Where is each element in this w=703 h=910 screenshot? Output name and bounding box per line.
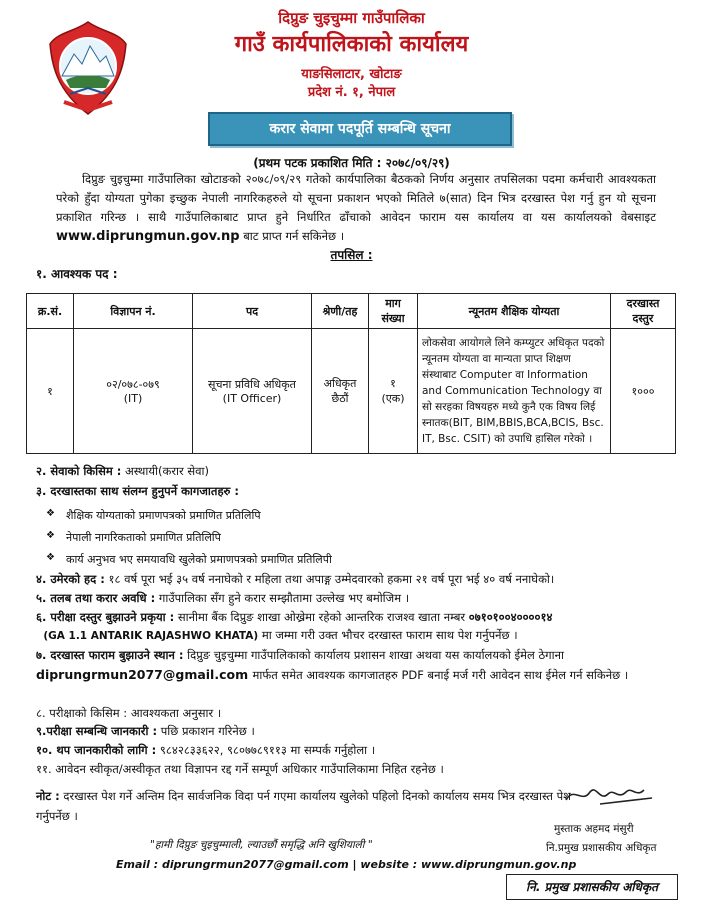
notice-banner: करार सेवामा पदपूर्ति सम्बन्धि सूचना bbox=[208, 112, 512, 146]
tapasil-heading: तपसिल : bbox=[330, 248, 373, 262]
publish-date: (प्रथम पटक प्रकाशित मिति : २०७८/०९/२९) bbox=[253, 156, 450, 170]
cell-fee: १००० bbox=[611, 329, 676, 454]
item-rights: ११. आवेदन स्वीकृत/अस्वीकृत तथा विज्ञापन रद्द गर्ने सम्पूर्ण अधिकार गाउँपालिकामा निहित रहनेछ । bbox=[36, 762, 444, 776]
col-adv-no: विज्ञापन नं. bbox=[74, 294, 193, 329]
item-salary bbox=[36, 589, 676, 607]
footer-motto: "हामी दिप्रुङ चुइचुम्मालीे, ल्याउछौं समृद्धि अनि खुशियाली " bbox=[150, 839, 373, 851]
cell-qualification: लोकसेवा आयोगले लिने कम्प्युटर अधिकृत पदको न्यूनतम योग्यता वा मान्यता प्राप्त शिक्षण संस्थाबाट Computer वा Information and Communication Technology वा सो सरहका विषयहरु मध्ये कुनै एक विषय लिई स्नातक(BIT, BIM,BBIS,BCA,BCIS, Bsc. IT, Bsc. CSIT) को उपाधि हासिल गरेको । bbox=[418, 329, 611, 454]
item-value: १८ वर्ष पूरा भई ३५ वर्ष ननाघेको र महिला तथा अपाङ्ग उम्मेदवारको हकमा २१ वर्ष पूरा भई ४० वर्ष ननाघेको। bbox=[108, 572, 555, 586]
item-label: ५. तलब तथा करार अवधि : bbox=[36, 591, 156, 605]
item-value: अस्थायी(करार सेवा) bbox=[125, 464, 210, 478]
note-label: नोट : bbox=[36, 789, 60, 803]
intro-paragraph bbox=[56, 170, 656, 246]
item-exam-info bbox=[36, 722, 676, 740]
note-text: दरखास्त पेश गर्ने अन्तिम दिन सार्वजनिक विदा पर्न गएमा कार्यालय खुलेको पहिलो दिनको कार्यालय समय भित्र दरखास्त पेश गर्नुपर्नेछ । bbox=[36, 789, 571, 823]
email-line bbox=[36, 666, 676, 684]
signature-mark bbox=[560, 780, 660, 810]
item-documents bbox=[36, 482, 676, 500]
item-label: ४. उमेरको हद : bbox=[36, 572, 105, 586]
col-qualification: न्यूनतम शैक्षिक योग्यता bbox=[418, 294, 611, 329]
intro-tail: बाट प्राप्त गर्न सकिनेछ । bbox=[243, 229, 345, 243]
item-label: ७. दरखास्त फाराम बुझाउने स्थान : bbox=[36, 648, 184, 662]
bullet-experience: ❖ कार्य अनुभव भए समयावधि खुलेको प्रमाणपत्रको प्रमाणित प्रतिलिपी bbox=[66, 552, 332, 567]
item-age-limit bbox=[36, 570, 676, 588]
official-stamp: नि. प्रमुख प्रशासकीय अधिकृत bbox=[506, 874, 678, 900]
item-value: पछि प्रकाशन गरिनेछ । bbox=[160, 724, 255, 738]
item-label: ६. परीक्षा दस्तुर बुझाउने प्रकृया : bbox=[36, 610, 175, 624]
bullet-academic-certificate: ❖ शैक्षिक योग्यताको प्रमाणपत्रको प्रमाणित प्रतिलिपि bbox=[66, 508, 261, 523]
account-name: (GA 1.1 ANTARIK RAJASHWO KHATA) bbox=[43, 630, 259, 642]
item-exam-fee bbox=[36, 608, 676, 645]
office-province: प्रदेश नं. १, नेपाल bbox=[307, 85, 396, 100]
item-value: आवश्यकता अनुसार । bbox=[130, 706, 222, 720]
municipality-name: दिप्रुङ चुइचुम्मा गाउँपालिका bbox=[278, 9, 425, 27]
count-words: (एक) bbox=[381, 392, 405, 405]
application-email[interactable]: diprungrmun2077@gmail.com bbox=[36, 667, 249, 682]
item-service-type bbox=[36, 462, 676, 480]
item-submission-place bbox=[36, 646, 676, 664]
item-value: दिप्रुङ चुइचुम्मा गाउँपालिकाको कार्यालय प्रशासन शाखा अथवा यस कार्यालयको ईमेल ठेगाना bbox=[187, 648, 564, 662]
col-count: माग संख्या bbox=[369, 294, 418, 329]
col-fee: दरखास्त दस्तुर bbox=[611, 294, 676, 329]
item-value: ९८४२८३३६२२, ९८०७७८९११३ मा सम्पर्क गर्नुहोला । bbox=[159, 743, 376, 757]
office-address: याङसिलाटार, खोटाङ bbox=[301, 67, 402, 82]
table-header-row bbox=[27, 294, 676, 329]
signatory-title: नि.प्रमुख प्रशासकीय अधिकृत bbox=[546, 842, 657, 854]
item-label: १०. थप जानकारीको लागि : bbox=[36, 743, 157, 757]
intro-text: दिप्रुङ चुइचुम्मा गाउँपालिका खोटाङको २०७८/०९/२९ गतेको कार्यपालिका बैठकको निर्णय अनुसार तपसिलका पदमा कर्मचारी आवश्यकता परेको हुँदा योग्यता पुगेका इच्छुक नेपाली नागरिकहरुले यो सूचना प्रकाशन भएको मितिले ७(सात) दिन भित्र दरखास्त पेश गर्नु हुन यो सूचना प्रकाशित गरिन्छ । साथै गाउँपालिकाबाट प्राप्त हुने निर्धारित ढाँचाको आवेदन फाराम यस कार्यालय वा यस कार्यालयको वेबसाइट bbox=[56, 172, 656, 224]
item-contact bbox=[36, 741, 676, 759]
item-label: २. सेवाको किसिम : bbox=[36, 464, 122, 478]
adv-code: (IT) bbox=[123, 392, 143, 405]
account-number: ०७१०१००४००००१४ bbox=[468, 610, 553, 624]
website-link[interactable]: www.diprungmun.gov.np bbox=[56, 229, 240, 244]
signatory-name: मुस्ताक अहमद मंसुरी bbox=[554, 823, 634, 835]
table-row bbox=[27, 329, 676, 454]
footer-email[interactable]: diprungrmun2077@gmail.com bbox=[162, 858, 349, 871]
post-name: सूचना प्रविधि अधिकृत bbox=[208, 378, 296, 391]
footer-website[interactable]: www.diprungmun.gov.np bbox=[420, 858, 577, 871]
section-required-posts: १. आवश्यक पद : bbox=[36, 267, 118, 281]
note bbox=[36, 786, 596, 826]
cell-level: अधिकृत छैठौं bbox=[312, 329, 369, 454]
footer-email-label: Email : bbox=[116, 858, 159, 871]
adv-number: ०२/०७८-०७९ bbox=[106, 378, 160, 391]
item-label: ८. परीक्षाको किसिम : bbox=[36, 706, 128, 720]
item-label: ३. दरखास्तका साथ संलग्न हुनुपर्ने कागजातहरु : bbox=[36, 484, 240, 498]
item-exam-type bbox=[36, 704, 676, 722]
cell-sn: १ bbox=[27, 329, 74, 454]
item-value: गाउँपालिका सँग हुने करार सम्झौतामा उल्लेख भए बमोजिम । bbox=[158, 591, 410, 605]
item-label: ९.परीक्षा सम्बन्धि जानकारी : bbox=[36, 724, 158, 738]
col-post: पद bbox=[193, 294, 312, 329]
col-sn: क्र.सं. bbox=[27, 294, 74, 329]
footer-contact: Email : diprungrmun2077@gmail.com | website : www.diprungmun.gov.np bbox=[116, 858, 577, 871]
cell-count bbox=[369, 329, 418, 454]
cell-adv-no bbox=[74, 329, 193, 454]
item-value-tail: मा जम्मा गरी उक्त भौचर दरखास्त फाराम साथ पेश गर्नुपर्नेछ । bbox=[261, 628, 518, 642]
bullet-citizenship: ❖ नेपाली नागरिकताको प्रमाणित प्रतिलिपि bbox=[66, 530, 221, 545]
cell-post bbox=[193, 329, 312, 454]
count-number: १ bbox=[390, 377, 396, 390]
office-name: गाउँ कार्यपालिकाको कार्यालय bbox=[234, 32, 469, 57]
footer-website-label: website : bbox=[360, 858, 418, 871]
item-value: सानीमा बैंक दिप्रुङ शाखा ओख्रेमा रहेको आन्तरिक राजश्व खाता नम्बर bbox=[177, 610, 466, 624]
item-value-tail: मार्फत समेत आवश्यक कागजातहरु PDF बनाई मर्ज गरी आवेदन साथ ईमेल गर्न सकिनेछ । bbox=[252, 668, 629, 682]
col-level: श्रेणी/तह bbox=[312, 294, 369, 329]
posts-table bbox=[26, 293, 676, 454]
post-name-en: (IT Officer) bbox=[222, 392, 282, 405]
